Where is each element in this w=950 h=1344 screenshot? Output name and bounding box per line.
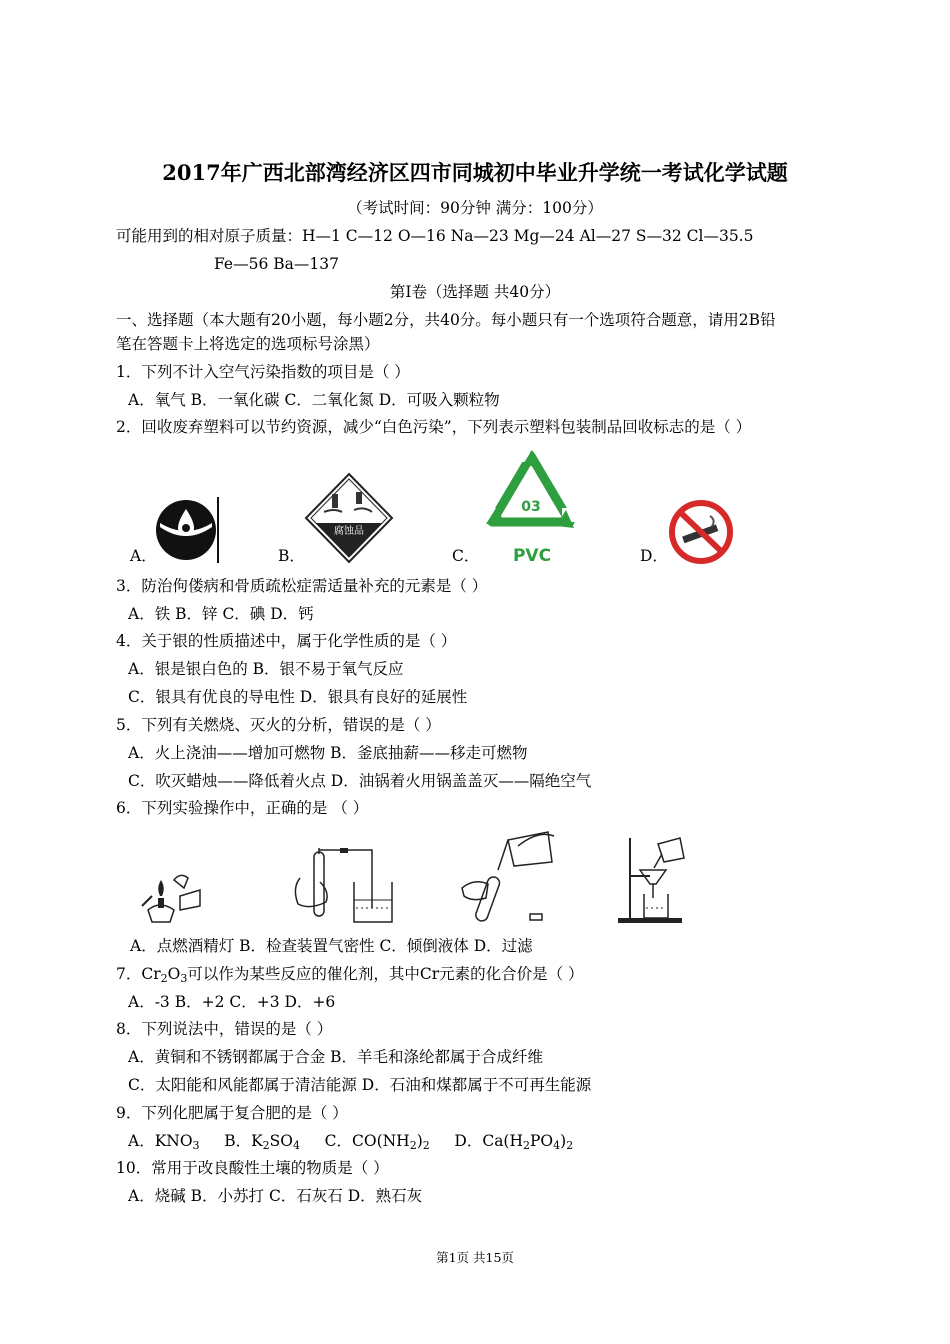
q1-options: A．氧气 B．一氧化碳 C．二氧化氮 D．可吸入颗粒物: [128, 391, 500, 409]
q2-label-d: D．: [640, 547, 668, 565]
q5-options-cd: C．吹灭蜡烛——降低着火点 D．油锅着火用锅盖盖灭——隔绝空气: [128, 772, 592, 790]
exam-title: 2017年广西北部湾经济区四市同城初中毕业升学统一考试化学试题: [162, 160, 788, 185]
q5-options-ab: A．火上浇油——增加可燃物 B．釜底抽薪——移走可燃物: [128, 744, 528, 762]
q9-options: A．$KNO_3$ B．$K_2SO_4$ C．$CO(NH_2)_2$ D．$Ca(H_2PO_4)_2$: [128, 1132, 574, 1152]
airtightness-check-figure: [290, 848, 396, 926]
recycle-code: PVC: [512, 546, 552, 566]
q2-label-c: C．: [452, 547, 480, 565]
q4-stem: 4．关于银的性质描述中，属于化学性质的是（ ）: [116, 632, 457, 650]
q10-stem: 10．常用于改良酸性土壤的物质是（ ）: [116, 1159, 389, 1177]
q3-options: A．铁 B．锌 C．碘 D．钙: [128, 605, 314, 623]
section1-instructions-line1: 一、选择题（本大题有20小题，每小题2分，共40分。每小题只有一个选项符合题意，请用2B铅: [116, 311, 776, 329]
q8-options-cd: C．太阳能和风能都属于清洁能源 D．石油和煤都属于不可再生能源: [128, 1076, 592, 1094]
atomic-masses-line1: 可能用到的相对原子质量：H—1 C—12 O—16 Na—23 Mg—24 Al—27 S—32 Cl—35.5: [116, 227, 754, 245]
q9-stem: 9．下列化肥属于复合肥的是（ ）: [116, 1104, 348, 1122]
recycle-number: 03: [521, 499, 541, 515]
q6-stem: 6．下列实验操作中，正确的是 （ ）: [116, 799, 369, 817]
filtration-setup-figure: [614, 834, 694, 926]
q4-options-ab: A．银是银白色的 B．银不易于氧气反应: [128, 660, 404, 678]
q1-stem: 1．下列不计入空气污染指数的项目是（ ）: [116, 363, 410, 381]
pouring-liquid-figure: [458, 826, 558, 926]
recycle-pvc-symbol-icon: [476, 448, 586, 566]
corrosive-hazard-sign-icon: [304, 472, 394, 564]
alcohol-lamp-lighting-figure: [140, 866, 202, 926]
no-smoking-sign-icon: [668, 500, 734, 564]
q2-stem: 2．回收废弃塑料可以节约资源，减少“白色污染”，下列表示塑料包装制品回收标志的是（ ）: [116, 418, 752, 436]
corrosive-label: 腐蚀品: [334, 526, 364, 537]
q3-stem: 3．防治佝偻病和骨质疏松症需适量补充的元素是（ ）: [116, 577, 488, 595]
part1-heading: 第Ⅰ卷（选择题 共40分）: [389, 283, 561, 301]
q6-options: A．点燃酒精灯 B．检查装置气密性 C．倾倒液体 D．过滤: [130, 937, 533, 955]
q5-stem: 5．下列有关燃烧、灭火的分析，错误的是（ ）: [116, 716, 441, 734]
page-footer: 第1页 共15页: [436, 1250, 514, 1265]
water-saving-symbol-icon: [154, 497, 222, 563]
q8-options-ab: A．黄铜和不锈钢都属于合金 B．羊毛和涤纶都属于合成纤维: [128, 1048, 544, 1066]
q10-options: A．烧碱 B．小苏打 C．石灰石 D．熟石灰: [128, 1187, 423, 1205]
q4-options-cd: C．银具有优良的导电性 D．银具有良好的延展性: [128, 688, 468, 706]
q7-options: A．-3 B．+2 C．+3 D．+6: [128, 993, 336, 1011]
q2-label-b: B．: [278, 547, 305, 565]
exam-subtitle: （考试时间：90分钟 满分：100分）: [347, 199, 603, 217]
q2-label-a: A．: [130, 547, 157, 565]
section1-instructions-line2: 笔在答题卡上将选定的选项标号涂黑）: [116, 335, 380, 353]
q8-stem: 8．下列说法中，错误的是（ ）: [116, 1020, 333, 1038]
q7-stem: 7．$Cr_2O_3$可以作为某些反应的催化剂，其中Cr元素的化合价是（ ）: [116, 965, 584, 985]
atomic-masses-line2: Fe—56 Ba—137: [214, 255, 339, 273]
